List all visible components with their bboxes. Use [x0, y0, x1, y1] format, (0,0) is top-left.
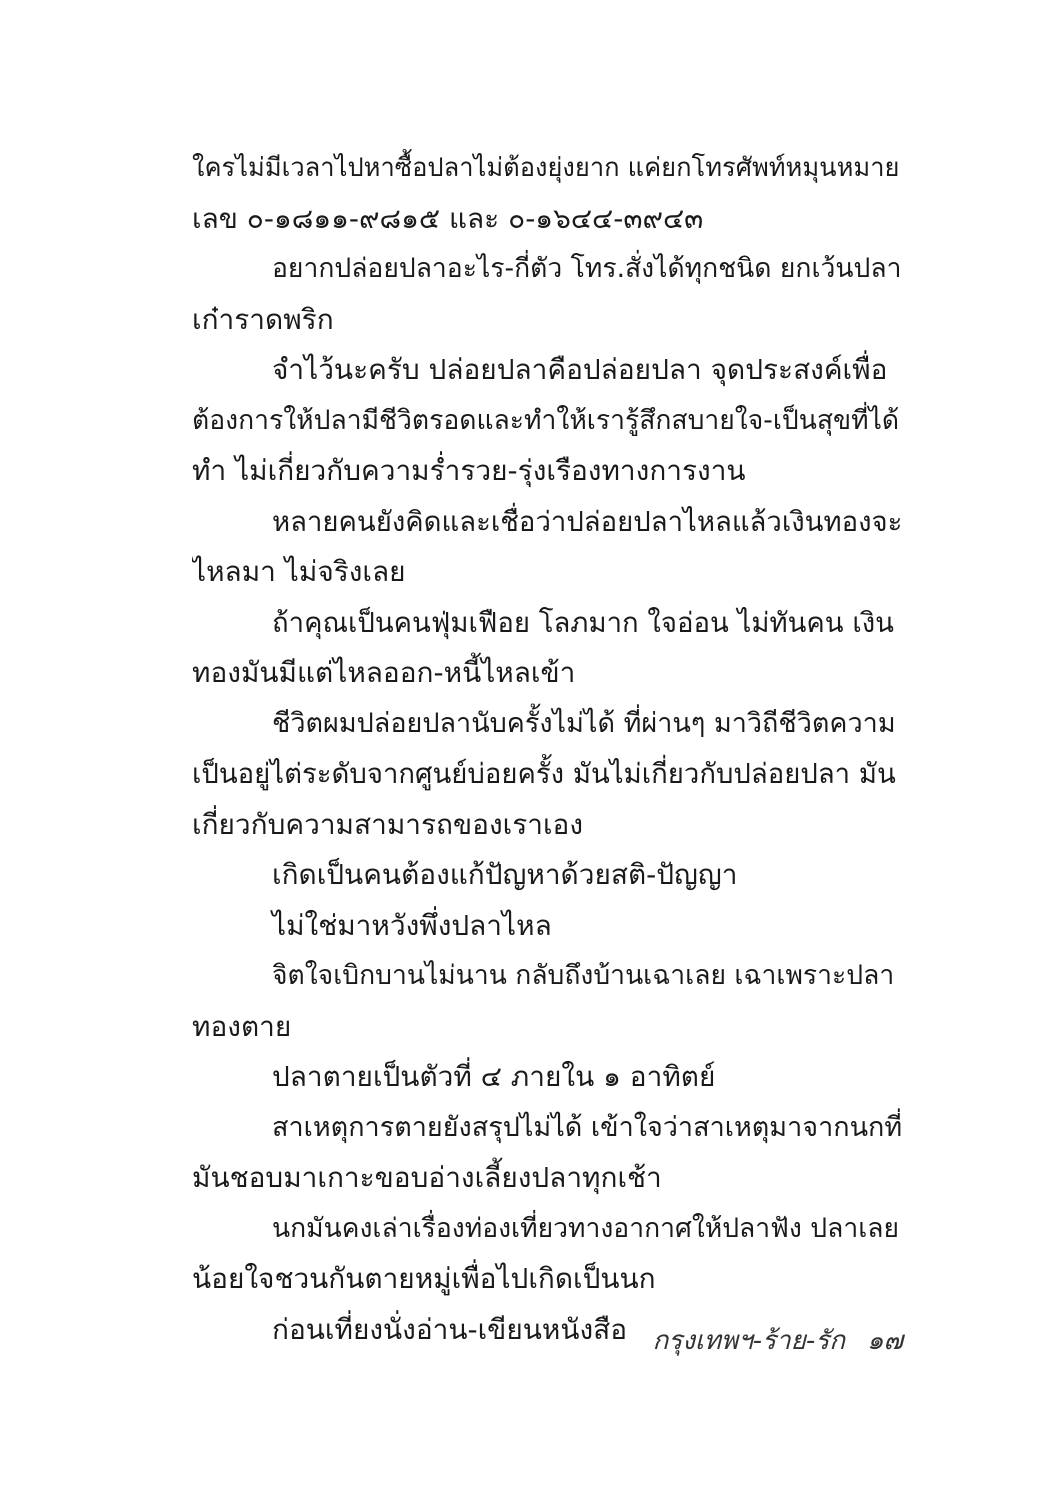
page-number: ๑๗ [866, 1326, 903, 1356]
text-line: ไหลมา ไม่จริงเลย [192, 555, 406, 588]
page-footer [653, 1320, 904, 1361]
text-line: ก่อนเที่ยงนั่งอ่าน-เขียนหนังสือ [272, 1312, 628, 1346]
text-line: หลายคนยังคิดและเชื่อว่าปล่อยปลาไหลแล้วเงินทองจะ [272, 505, 903, 538]
text-line: จิตใจเบิกบานไม่นาน กลับถึงบ้านเฉาเลย เฉาเพราะปลา [272, 960, 895, 991]
text-line: อยากปล่อยปลาอะไร-กี่ตัว โทร.สั่งได้ทุกชนิด ยกเว้นปลา [272, 253, 902, 284]
text-line: สาเหตุการตายยังสรุปไม่ได้ เข้าใจว่าสาเหตุมาจากนกที่ [272, 1111, 903, 1143]
running-title: กรุงเทพฯ-ร้าย-รัก [652, 1326, 845, 1356]
text-line: ต้องการให้ปลามีชีวิตรอดและทำให้เรารู้สึกสบายใจ-เป็นสุขที่ได้ [192, 404, 900, 436]
text-line: เกิดเป็นคนต้องแก้ปัญหาด้วยสติ-ปัญญา [272, 858, 738, 891]
text-line: ถ้าคุณเป็นคนฟุ่มเฟือย โลภมาก ใจอ่อน ไม่ทันคน เงิน [272, 606, 894, 639]
text-line: ใครไม่มีเวลาไปหาซื้อปลาไม่ต้องยุ่งยาก แค่ยกโทรศัพท์หมุนหมาย [192, 153, 900, 183]
text-line: ไม่ใช่มาหวังพึ่งปลาไหล [272, 908, 552, 942]
text-line: ทองมันมีแต่ไหลออก-หนี้ไหลเข้า [192, 656, 576, 689]
text-line: เก๋าราดพริก [192, 302, 334, 336]
text-line: เลข ๐-๑๘๑๑-๙๘๑๕ และ ๐-๑๖๔๔-๓๙๔๓ [192, 201, 704, 235]
text-line: ชีวิตผมปล่อยปลานับครั้งไม่ได้ ที่ผ่านๆ มาวิถีชีวิตความ [272, 707, 896, 739]
text-line: เกี่ยวกับความสามารถของเราเอง [192, 807, 584, 841]
text-line: นกมันคงเล่าเรื่องท่องเที่ยวทางอากาศให้ปลาฟัง ปลาเลย [272, 1212, 900, 1244]
text-line: มันชอบมาเกาะขอบอ่างเลี้ยงปลาทุกเช้า [192, 1161, 662, 1194]
body-text [192, 143, 904, 1355]
text-line: จำไว้นะครับ ปล่อยปลาคือปล่อยปลา จุดประสงค์เพื่อ [272, 353, 888, 386]
text-line: ทำ ไม่เกี่ยวกับความร่ำรวย-รุ่งเรืองทางการงาน [192, 454, 746, 487]
text-line: ปลาตายเป็นตัวที่ ๔ ภายใน ๑ อาทิตย์ [272, 1060, 716, 1093]
text-line: น้อยใจชวนกันตายหมู่เพื่อไปเกิดเป็นนก [192, 1262, 656, 1295]
text-line: เป็นอยู่ไต่ระดับจากศูนย์บ่อยครั้ง มันไม่เกี่ยวกับปล่อยปลา มัน [192, 758, 896, 790]
text-line: ทองตาย [192, 1009, 292, 1043]
